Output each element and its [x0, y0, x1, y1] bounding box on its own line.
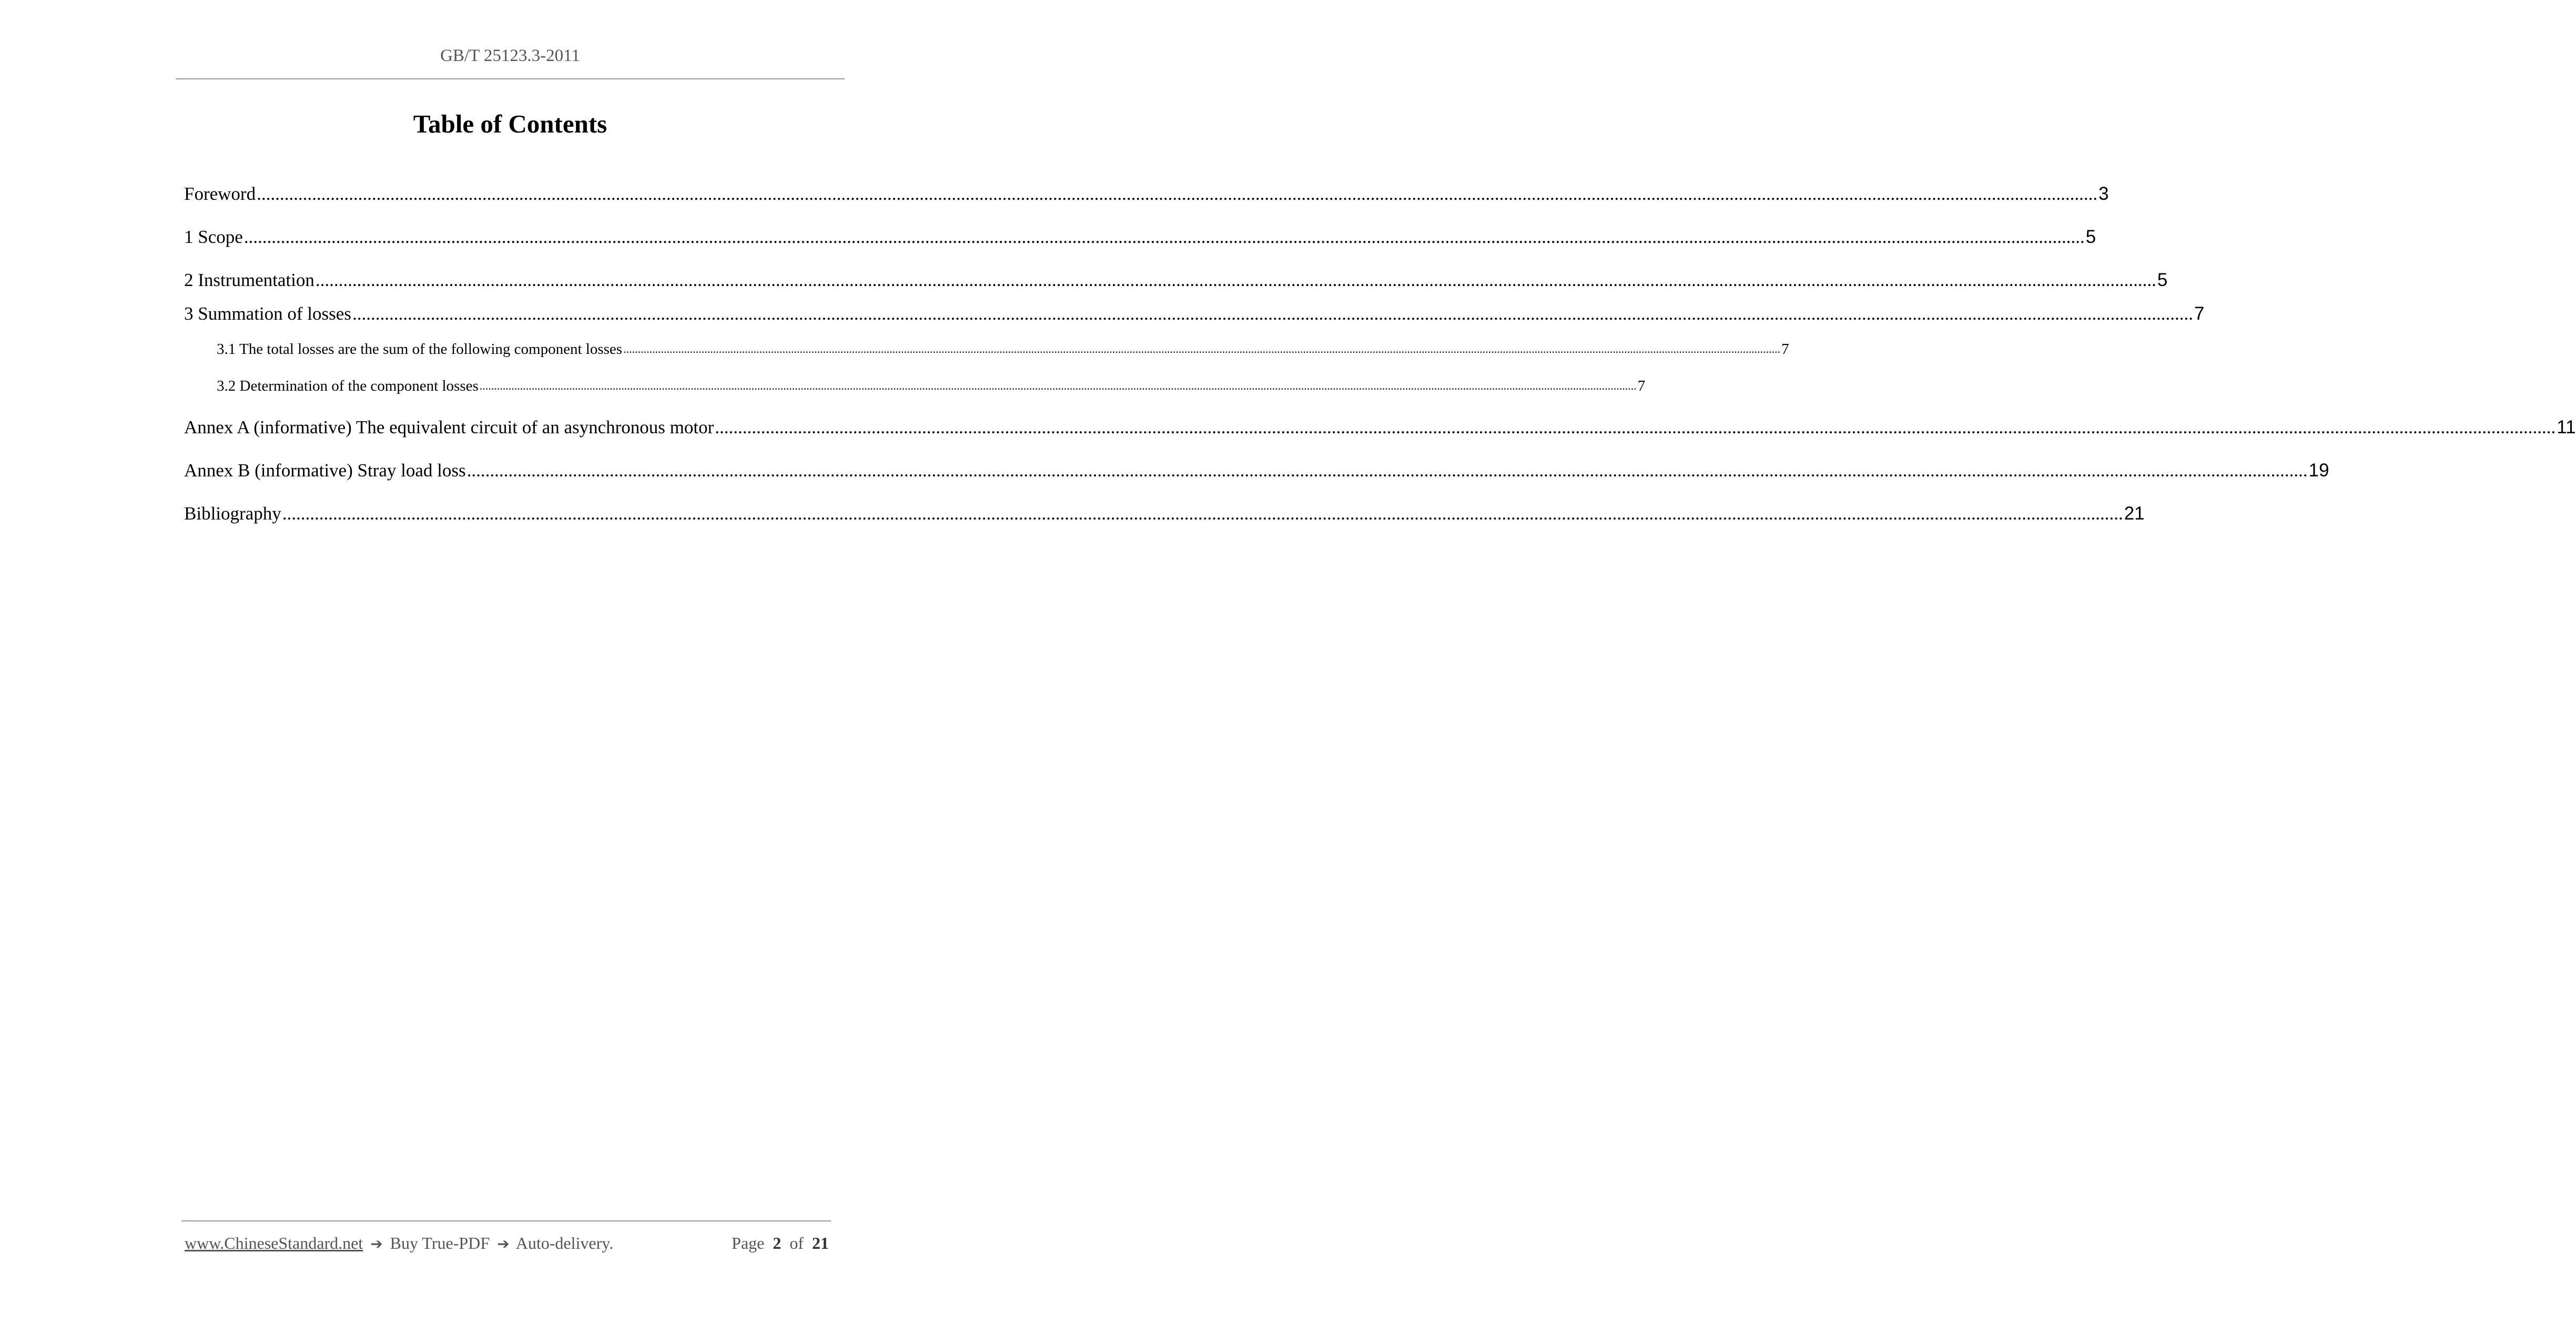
delivery-text: Auto-delivery.: [515, 1234, 614, 1252]
toc-entry-annex-a[interactable]: [184, 399, 2576, 442]
toc-entry-label: 2 Instrumentation: [184, 270, 315, 290]
buy-text: Buy True-PDF: [390, 1234, 490, 1252]
page-title: Table of Contents: [413, 109, 607, 138]
dot-leader: ................................................................................................................................................................................................................................................................................................................................................................................................................: [315, 270, 2156, 290]
toc-page-number: 19: [2308, 460, 2329, 481]
toc-entry-label: Bibliography: [184, 503, 281, 524]
of-word: of: [789, 1234, 804, 1252]
dot-leader: ................................................................................................................................................................................................................................................................................................................................................................................................................: [282, 503, 2123, 524]
dot-leader: ................................................................................................................................................................................................................................................................................................................................................................................................................: [352, 303, 2193, 324]
toc-entry-instrumentation[interactable]: [184, 252, 2168, 295]
toc-entry-total-losses[interactable]: [184, 329, 1789, 362]
toc-entry-label: Annex A (informative) The equivalent circuit of an asynchronous motor: [184, 417, 714, 437]
toc-page-number: 21: [2124, 503, 2145, 524]
right-arrow-icon: ➔: [497, 1235, 510, 1252]
footer-promo: [185, 1234, 613, 1253]
document-header: GB/T 25123.3-2011: [440, 46, 580, 65]
right-arrow-icon: ➔: [370, 1235, 383, 1252]
table-of-contents: [184, 166, 2576, 528]
toc-entry-bibliography[interactable]: [184, 485, 2145, 528]
toc-entry-summation-of-losses[interactable]: [184, 295, 2205, 329]
toc-page-number: 5: [2085, 227, 2096, 247]
toc-entry-scope[interactable]: [184, 209, 2096, 252]
page-indicator: [727, 1234, 829, 1253]
toc-entry-label: 3.2 Determination of the component losses: [217, 378, 479, 394]
toc-entry-label: Foreword: [184, 184, 256, 204]
toc-entry-annex-b[interactable]: [184, 442, 2329, 485]
dot-leader: ................................................................................................................................................................................................................................................................................................................................................................................................................: [244, 227, 2085, 247]
toc-page-number: 7: [1781, 341, 1789, 358]
dot-leader: ................................................................................................................................................................................................................................................................................................................................................................................................................: [479, 379, 1637, 392]
header-divider: [176, 78, 845, 79]
toc-entry-label: 3.1 The total losses are the sum of the following component losses: [217, 341, 623, 358]
toc-page-number: 7: [2194, 303, 2205, 324]
toc-entry-label: 1 Scope: [184, 227, 243, 247]
dot-leader: ................................................................................................................................................................................................................................................................................................................................................................................................................: [715, 417, 2556, 437]
dot-leader: ................................................................................................................................................................................................................................................................................................................................................................................................................: [466, 460, 2308, 481]
current-page-number: 2: [773, 1234, 782, 1252]
toc-page-number: 5: [2157, 270, 2168, 290]
toc-entry-component-losses[interactable]: [184, 362, 1646, 399]
toc-entry-label: Annex B (informative) Stray load loss: [184, 460, 466, 481]
site-link[interactable]: www.ChineseStandard.net: [185, 1234, 363, 1252]
dot-leader: ................................................................................................................................................................................................................................................................................................................................................................................................................: [623, 342, 1781, 355]
toc-page-number: 3: [2098, 184, 2109, 204]
toc-page-number: 11: [2557, 417, 2576, 437]
toc-page-number: 7: [1637, 378, 1646, 394]
total-pages-number: 21: [812, 1234, 829, 1252]
toc-entry-foreword[interactable]: [184, 166, 2109, 209]
page-word: Page: [732, 1234, 765, 1252]
footer-divider: [181, 1220, 831, 1221]
toc-entry-label: 3 Summation of losses: [184, 303, 351, 324]
dot-leader: ................................................................................................................................................................................................................................................................................................................................................................................................................: [257, 184, 2098, 204]
